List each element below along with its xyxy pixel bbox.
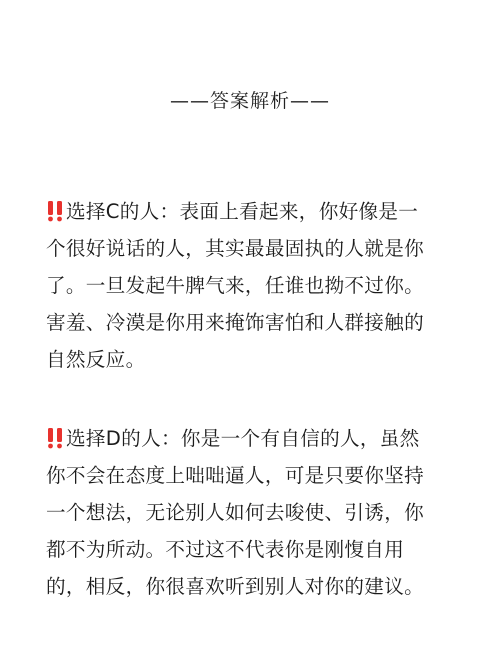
section-line-text: 选择C的人：表面上看起来，你好像是一 <box>66 200 419 223</box>
section-line <box>46 420 458 457</box>
section-line-text: 选择D的人：你是一个有自信的人，虽然 <box>66 427 420 450</box>
section-option-c <box>46 193 458 378</box>
section-line: 了。一旦发起牛脾气来，任谁也拗不过你。 <box>46 274 424 297</box>
section-line: 一个想法，无论别人如何去唆使、引诱，你 <box>46 501 424 524</box>
section-line: 的，相反，你很喜欢听到别人对你的建议。 <box>46 575 424 598</box>
section-line <box>46 193 458 230</box>
section-line: 都不为所动。不过这不代表你是刚愎自用 <box>46 538 405 561</box>
double-exclamation-icon <box>46 200 64 222</box>
section-line: 自然反应。 <box>46 348 146 371</box>
section-line: 你不会在态度上咄咄逼人，可是只要你坚持 <box>46 464 424 487</box>
page-heading: ——答案解析—— <box>169 90 330 112</box>
section-line: 个很好说话的人，其实最最固执的人就是你 <box>46 237 424 260</box>
section-option-d <box>46 420 458 605</box>
double-exclamation-icon <box>46 427 64 449</box>
section-line: 害羞、冷漠是你用来掩饰害怕和人群接触的 <box>46 311 424 334</box>
